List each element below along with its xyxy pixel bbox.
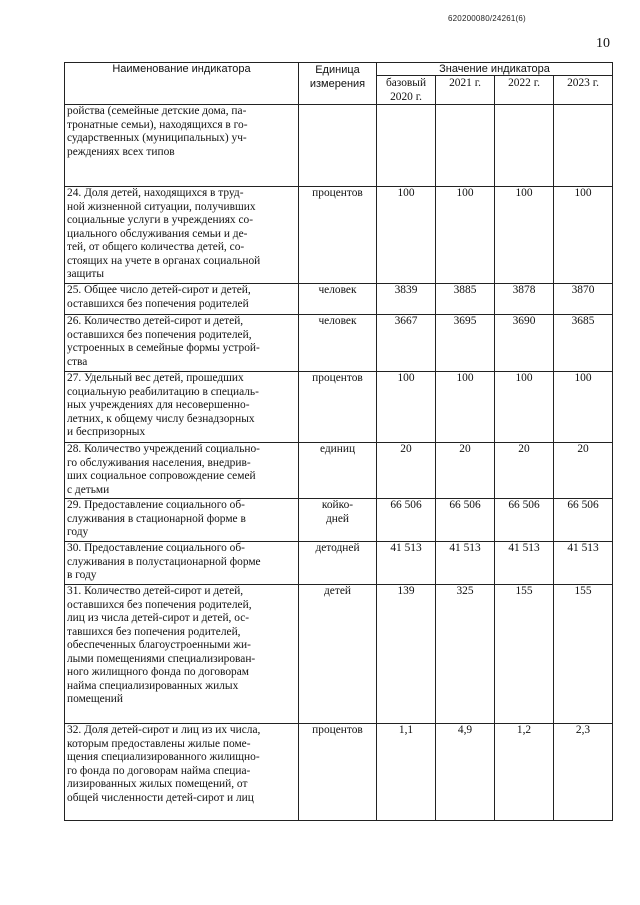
indicator-name-line: которым предоставлены жилые поме-	[67, 737, 251, 750]
value-cell: 155	[554, 585, 613, 724]
indicator-name-line: 31. Количество детей-сирот и детей,	[67, 585, 244, 597]
value-cell: 20	[377, 443, 436, 499]
value-cell: 66 506	[495, 499, 554, 542]
indicator-name-line: сударственных (муниципальных) уч-	[67, 132, 247, 144]
value-cell: 3885	[436, 284, 495, 315]
indicator-name-cell	[65, 187, 299, 284]
indicator-name-line: оставшихся без попечения родителей	[67, 297, 249, 310]
table-row	[65, 724, 613, 821]
indicator-name-line: лиц из числа детей-сирот и детей, ос-	[67, 612, 250, 624]
indicator-name-line: 27. Удельный вес детей, прошедших	[67, 372, 244, 384]
value-cell: 20	[495, 443, 554, 499]
indicator-name-line: ных учреждениях для несовершенно-	[67, 399, 250, 411]
indicator-name-line: и беспризорных	[67, 426, 146, 438]
table-row	[65, 542, 613, 585]
value-cell: 20	[554, 443, 613, 499]
header-indicator-value: Значение индикатора	[377, 63, 613, 76]
value-cell: 100	[377, 372, 436, 443]
indicator-name-line: ройства (семейные детские дома, па-	[67, 105, 247, 117]
table-row	[65, 105, 613, 187]
value-cell: 3839	[377, 284, 436, 315]
value-cell: 66 506	[377, 499, 436, 542]
indicator-name-line: циального обслуживания семьи и де-	[67, 227, 248, 240]
value-cell: 100	[495, 372, 554, 443]
unit-line: койко-	[321, 499, 354, 511]
indicator-name-cell	[65, 542, 299, 585]
indicator-name-cell	[65, 585, 299, 724]
indicator-name-line: общей численности детей-сирот и лиц	[67, 791, 254, 804]
value-cell: 3870	[554, 284, 613, 315]
table-row	[65, 315, 613, 372]
indicator-name-line: реждениях всех типов	[67, 145, 175, 158]
value-cell: 3685	[554, 315, 613, 372]
value-cell: 1,1	[377, 724, 436, 821]
indicator-name-line: социальную реабилитацию в специаль-	[67, 385, 259, 398]
indicator-name-line: 25. Общее число детей-сирот и детей,	[67, 284, 251, 296]
value-cell: 325	[436, 585, 495, 724]
value-cell: 100	[554, 187, 613, 284]
indicator-name-line: лыми помещениями специализирован-	[67, 652, 256, 665]
unit-cell	[299, 724, 377, 821]
document-code: 620200080/24261(6)	[448, 14, 526, 23]
indicator-name-line: летних, к общему числу безнадзорных	[67, 412, 255, 425]
indicator-name-cell	[65, 724, 299, 821]
value-cell: 41 513	[554, 542, 613, 585]
indicator-name-cell	[65, 315, 299, 372]
indicator-name-line: ного жилищного фонда по договорам	[67, 666, 249, 678]
indicator-name-cell	[65, 284, 299, 315]
header-year-line: 2020 г.	[390, 91, 422, 103]
header-unit-line: Единица	[315, 64, 360, 76]
table-header	[65, 63, 613, 105]
value-cell	[554, 105, 613, 187]
unit-cell	[299, 542, 377, 585]
value-cell: 155	[495, 585, 554, 724]
indicator-name-line: защиты	[67, 268, 105, 280]
value-cell: 41 513	[377, 542, 436, 585]
indicator-name-line: в году	[67, 569, 97, 581]
unit-line: процентов	[312, 372, 363, 384]
indicator-name-line: устроенных в семейные формы устрой-	[67, 342, 260, 354]
header-indicator-name: Наименование индикатора	[65, 63, 299, 105]
unit-cell	[299, 372, 377, 443]
indicator-name-line: ной жизненной ситуации, получивших	[67, 200, 256, 213]
indicator-name-line: тронатные семьи), находящихся в го-	[67, 118, 248, 131]
unit-line: процентов	[312, 724, 363, 736]
table-row	[65, 499, 613, 542]
indicator-name-line: ших социальное сопровождение семей	[67, 470, 256, 482]
indicator-name-line: го обслуживания населения, внедрив-	[67, 456, 251, 469]
header-year-2022	[495, 76, 554, 105]
value-cell: 2,3	[554, 724, 613, 821]
indicator-name-line: найма специализированных жилых	[67, 679, 239, 692]
indicator-name-line: щения специализированного жилищно-	[67, 751, 260, 763]
value-cell: 100	[436, 187, 495, 284]
unit-line: детодней	[315, 542, 360, 554]
indicator-name-line: помещений	[67, 693, 123, 705]
indicator-name-line: 29. Предоставление социального об-	[67, 499, 245, 511]
indicator-name-cell	[65, 443, 299, 499]
unit-cell	[299, 443, 377, 499]
value-cell	[377, 105, 436, 187]
indicator-name-line: оставшихся без попечения родителей,	[67, 328, 252, 341]
unit-cell	[299, 284, 377, 315]
indicator-name-line: 24. Доля детей, находящихся в труд-	[67, 187, 244, 199]
indicator-name-line: лизированных жилых помещений, от	[67, 778, 248, 790]
value-cell: 100	[554, 372, 613, 443]
page-number: 10	[596, 36, 610, 51]
value-cell: 41 513	[495, 542, 554, 585]
header-year-line: базовый	[385, 77, 427, 89]
header-unit	[299, 63, 377, 105]
value-cell: 1,2	[495, 724, 554, 821]
indicator-name-line: обеспеченных благоустроенными жи-	[67, 639, 251, 651]
value-cell: 100	[436, 372, 495, 443]
header-year-line: 2022 г.	[508, 77, 540, 89]
unit-line: единиц	[319, 443, 356, 455]
indicator-name-line: стоящих на учете в органах социальной	[67, 254, 261, 267]
unit-line: дней	[325, 512, 350, 525]
indicator-name-line: 32. Доля детей-сирот и лиц из их числа,	[67, 724, 261, 736]
value-cell: 3695	[436, 315, 495, 372]
header-year-line: 2023 г.	[567, 77, 599, 89]
indicator-name-line: тей, от общего количества детей, со-	[67, 241, 245, 253]
value-cell: 66 506	[436, 499, 495, 542]
unit-line: человек	[318, 315, 357, 327]
indicator-name-line: служивания в полустационарной форме	[67, 555, 261, 568]
value-cell: 139	[377, 585, 436, 724]
indicator-name-line: тавшихся без попечения родителей,	[67, 625, 241, 638]
header-row-1	[65, 63, 613, 76]
value-cell: 3690	[495, 315, 554, 372]
indicator-name-cell	[65, 499, 299, 542]
unit-cell	[299, 105, 377, 187]
indicator-name-line: 30. Предоставление социального об-	[67, 542, 245, 554]
indicator-name-cell	[65, 372, 299, 443]
indicator-name-line: социальные услуги в учреждениях со-	[67, 214, 254, 226]
indicator-name-line: го фонда по договорам найма специа-	[67, 764, 251, 777]
value-cell: 100	[495, 187, 554, 284]
header-year-line: 2021 г.	[449, 77, 481, 89]
value-cell: 3667	[377, 315, 436, 372]
unit-line: процентов	[312, 187, 363, 199]
unit-line: детей	[324, 585, 351, 597]
indicator-name-line: году	[67, 526, 89, 538]
table-row	[65, 443, 613, 499]
value-cell: 41 513	[436, 542, 495, 585]
value-cell: 4,9	[436, 724, 495, 821]
unit-cell	[299, 499, 377, 542]
indicator-name-cell	[65, 105, 299, 187]
table-row	[65, 585, 613, 724]
unit-cell	[299, 585, 377, 724]
value-cell: 3878	[495, 284, 554, 315]
header-year-base	[377, 76, 436, 105]
indicator-name-line: служивания в стационарной форме в	[67, 512, 246, 525]
table-row	[65, 372, 613, 443]
indicator-name-line: 28. Количество учреждений социально-	[67, 443, 260, 455]
table-row	[65, 187, 613, 284]
value-cell: 100	[377, 187, 436, 284]
value-cell: 20	[436, 443, 495, 499]
value-cell: 66 506	[554, 499, 613, 542]
header-year-2021	[436, 76, 495, 105]
unit-cell	[299, 315, 377, 372]
indicator-name-line: оставшихся без попечения родителей,	[67, 598, 252, 611]
indicators-table	[64, 62, 613, 821]
table-body	[65, 105, 613, 821]
indicator-name-line: с детьми	[67, 483, 110, 496]
indicator-name-line: ства	[67, 355, 88, 368]
header-unit-line: измерения	[309, 78, 366, 90]
unit-cell	[299, 187, 377, 284]
value-cell	[436, 105, 495, 187]
indicator-name-line: 26. Количество детей-сирот и детей,	[67, 315, 244, 327]
table-row	[65, 284, 613, 315]
unit-line: человек	[318, 284, 357, 296]
value-cell	[495, 105, 554, 187]
header-year-2023	[554, 76, 613, 105]
